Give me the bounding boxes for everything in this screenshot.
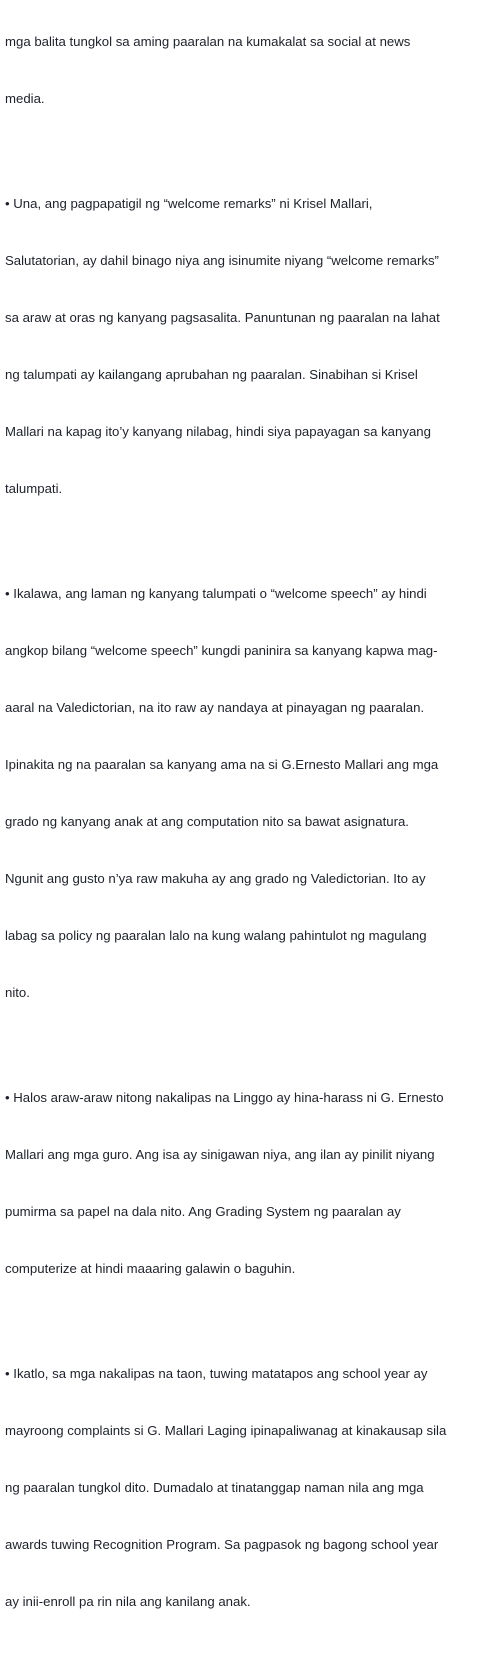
paragraph-ikalawa xyxy=(5,546,487,1040)
text-line: Mallari na kapag ito’y kanyang nilabag, hindi siya papayagan sa kanyang xyxy=(5,424,431,439)
text-line: Ngunit ang gusto n’ya raw makuha ay ang grado ng Valedictorian. Ito ay xyxy=(5,871,426,886)
text-line: Salutatorian, ay dahil binago niya ang isinumite niyang “welcome remarks” xyxy=(5,253,439,268)
text-line: media. xyxy=(5,91,45,106)
text-line: • Una, ang pagpapatigil ng “welcome remarks” ni Krisel Mallari, xyxy=(5,196,373,211)
text-line: labag sa policy ng paaralan lalo na kung walang pahintulot ng magulang xyxy=(5,928,427,943)
text-line: ng talumpati ay kailangang aprubahan ng paaralan. Sinabihan si Krisel xyxy=(5,367,418,382)
text-line: talumpati. xyxy=(5,481,63,496)
text-line: mayroong complaints si G. Mallari Laging ipinapaliwanag at kinakausap sila xyxy=(5,1423,447,1438)
text-line: computerize at hindi maaaring galawin o baguhin. xyxy=(5,1261,296,1276)
paragraph-halos xyxy=(5,1050,487,1316)
text-line: nito. xyxy=(5,985,30,1000)
text-line: • Ikatlo, sa mga nakalipas na taon, tuwing matatapos ang school year ay xyxy=(5,1366,428,1381)
paragraph-intro xyxy=(5,0,487,146)
text-line: aaral na Valedictorian, na ito raw ay nandaya at pinayagan ng paaralan. xyxy=(5,700,425,715)
text-line: ay inii-enroll pa rin nila ang kanilang anak. xyxy=(5,1594,251,1609)
document-body xyxy=(5,0,487,1659)
paragraph-una xyxy=(5,156,487,536)
text-line: angkop bilang “welcome speech” kungdi paninira sa kanyang kapwa mag- xyxy=(5,643,438,658)
text-line: • Ikalawa, ang laman ng kanyang talumpati o “welcome speech” ay hindi xyxy=(5,586,427,601)
text-line: Mallari ang mga guro. Ang isa ay sinigawan niya, ang ilan ay pinilit niyang xyxy=(5,1147,435,1162)
text-line: ng paaralan tungkol dito. Dumadalo at tinatanggap naman nila ang mga xyxy=(5,1480,424,1495)
text-line: grado ng kanyang anak at ang computation nito sa bawat asignatura. xyxy=(5,814,409,829)
text-line: mga balita tungkol sa aming paaralan na kumakalat sa social at news xyxy=(5,34,411,49)
text-line: • Halos araw-araw nitong nakalipas na Linggo ay hina-harass ni G. Ernesto xyxy=(5,1090,444,1105)
text-line: sa araw at oras ng kanyang pagsasalita. Panuntunan ng paaralan na lahat xyxy=(5,310,440,325)
text-line: awards tuwing Recognition Program. Sa pagpasok ng bagong school year xyxy=(5,1537,439,1552)
paragraph-ikatlo xyxy=(5,1326,487,1649)
text-line: pumirma sa papel na dala nito. Ang Grading System ng paaralan ay xyxy=(5,1204,401,1219)
text-line: Ipinakita ng na paaralan sa kanyang ama na si G.Ernesto Mallari ang mga xyxy=(5,757,439,772)
